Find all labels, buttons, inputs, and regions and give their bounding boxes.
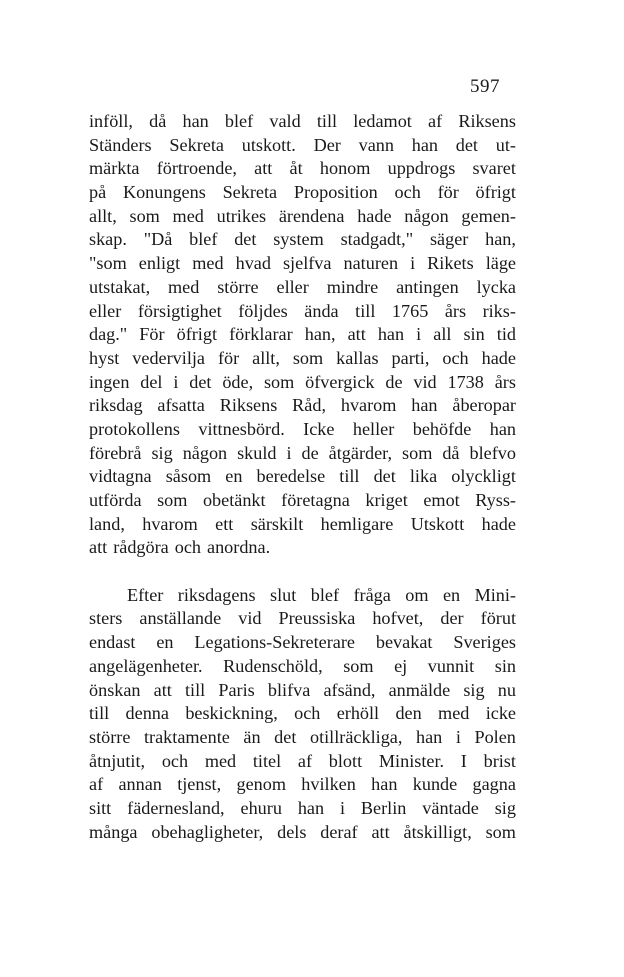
text-line [89,750,516,774]
word: och [161,750,189,771]
word: 1738 [447,371,484,392]
word: åt [289,158,303,179]
word: slut [270,584,297,605]
word: Riksens [458,111,516,131]
word: en [225,466,243,487]
word: annan [118,774,162,795]
word: denna [125,703,169,724]
word: af [297,750,313,771]
word: hvilken [301,774,356,795]
word: med [168,276,200,297]
text-line [89,347,516,371]
word: en [156,632,174,653]
word: stadgadt," [340,229,414,250]
word: att [254,158,273,179]
word: många [89,821,138,842]
word: Paris [218,679,255,700]
word: som [343,655,374,676]
word: utrikes [216,205,267,226]
word: obetänkt [202,490,266,510]
word: af [89,774,104,795]
word: åtgärder, [328,442,393,463]
text-line [89,110,516,134]
text-line [89,821,516,845]
word: öfvergick [305,371,375,392]
word: det [234,229,257,250]
word: öfrigt [176,324,218,345]
word: uppdrogs [387,158,456,179]
word: blifva [267,679,311,700]
text-line [89,418,516,442]
word: då [149,111,167,131]
word: fädernesland, [127,797,225,818]
word: sters [89,608,123,629]
word: olyckligt [451,466,516,487]
word: vunnit [427,655,475,676]
word: blef [224,111,254,131]
word: dag." [89,324,128,345]
word: Minister. [378,750,445,771]
word: den [395,703,422,724]
word: då [442,442,460,463]
word: i [410,253,416,274]
word: traktamente [144,726,230,747]
word: riks- [482,300,516,321]
word: om [405,584,429,605]
word: heller [352,418,395,439]
word: Der [313,134,341,155]
word: blef [310,584,340,605]
word: ett [215,513,234,534]
text-line [89,323,516,347]
word: större [89,726,131,747]
word: beredelse [256,466,326,487]
word: gemen- [461,205,516,226]
word: anordna. [207,537,271,558]
word: önskan [89,679,141,700]
text-line [89,228,516,252]
word: Utskott [410,513,465,534]
word: väntade [422,797,479,818]
word: förtroende, [156,158,237,179]
word: som [485,821,516,842]
word: 1765 [391,300,429,321]
word: han [371,774,398,795]
word: såsom [165,466,212,487]
word: Riksens [219,395,278,416]
word: till [355,300,376,321]
word: utstakat, [89,276,151,297]
word: ledamot [353,111,412,131]
word: att [153,679,172,700]
word: tid [496,324,516,345]
word: gagna [472,774,516,795]
word: kriget [365,490,408,510]
word: för [437,182,459,203]
word: förebrå [89,442,142,463]
word: att [89,537,108,558]
word: det [455,134,478,155]
word: Rikets [427,253,474,274]
word: ärendena [278,205,345,226]
word: hofvet, [372,608,424,629]
word: att [371,821,390,842]
word: företagna [281,490,350,510]
word: han [489,418,516,439]
text-line [89,536,516,560]
word: I [460,750,467,771]
text-line [89,157,516,181]
word: otillräckliga, [309,726,403,747]
word: de [385,371,403,392]
word: ut- [495,134,516,155]
word: Mini- [474,584,516,605]
word: vid [238,608,262,629]
word: Berlin [360,797,407,818]
word: afsänd, [323,679,376,700]
word: åtnjutit, [89,750,146,771]
word: förklarar [229,324,293,345]
word: hemligare [320,513,394,534]
word: i [455,726,461,747]
word: behöfde [412,418,472,439]
word: svaret [472,158,516,179]
word: hvarom [340,395,397,416]
word: till [89,703,110,724]
word: det [373,466,396,487]
word: någon [404,205,449,226]
paragraph-gap [89,560,516,584]
word: vald [269,111,301,131]
text-line [89,134,516,158]
word: för [217,347,240,368]
word: all [433,324,452,345]
word: eller [89,300,122,321]
word: ej [394,655,408,676]
word: han, [304,324,336,345]
word: det [274,726,297,747]
word: hade [481,513,516,534]
word: del [140,371,163,392]
word: i [416,324,422,345]
word: Icke [303,418,335,439]
word: sin [494,655,516,676]
word: allt, [89,205,117,226]
word: hvad [235,253,271,274]
word: i [173,371,179,392]
word: vann [358,134,394,155]
word: läge [485,253,516,274]
word: vid [413,371,437,392]
word: Sekreta [169,134,224,155]
word: någon [182,442,228,463]
body-text [89,110,516,844]
text-line [89,489,516,513]
page-number: 597 [470,76,500,97]
word: skuld [237,442,277,463]
word: lika [409,466,438,487]
text-line [89,797,516,821]
word: blefvo [469,442,516,463]
word: brist [483,750,516,771]
word: års [494,371,516,392]
word: sig [494,797,516,818]
text-line [89,679,516,703]
word: och [174,537,201,558]
word: Efter [127,584,164,605]
word: att [347,324,366,345]
word: fråga [353,584,391,605]
word: Rudenschöld, [223,655,323,676]
word: Råd, [292,395,327,416]
word: afsatta [157,395,205,416]
word: utskott. [241,134,296,155]
word: ingen [89,371,130,392]
word: parti, [391,347,430,368]
word: system [273,229,324,250]
word: endast [89,632,136,653]
word: han, [485,229,516,250]
text-line [89,655,516,679]
word: större [217,276,259,297]
word: han [411,395,438,416]
word: följdes [238,300,288,321]
text-line [89,513,516,537]
word: de [301,442,319,463]
word: Ständers [89,134,152,155]
word: dels [277,821,307,842]
word: icke [485,703,516,724]
word: tjenst, [177,774,222,795]
word: med [438,703,470,724]
word: anmälde [388,679,451,700]
word: han [415,726,443,747]
word: angelägenheter. [89,655,203,676]
word: utförda [89,490,142,510]
word: som [402,442,433,463]
word: blott [328,750,363,771]
word: som [129,205,160,226]
text-line [89,300,516,324]
word: eller [276,276,309,297]
word: vidtagna [89,466,152,487]
text-line [89,607,516,631]
word: sjelfva [282,253,332,274]
word: märkta [89,158,140,179]
word: ehuru [240,797,282,818]
word: hade [357,205,392,226]
text-line [89,371,516,395]
word: års [444,300,467,321]
word: ända [304,300,339,321]
word: riksdagens [177,584,256,605]
word: i [286,442,292,463]
word: en [442,584,461,605]
text-line [89,181,516,205]
word: beskickning, [185,703,278,724]
word: rådgöra [113,537,169,558]
text-line [89,631,516,655]
word: Polen [474,726,516,747]
word: anställande [139,608,222,629]
word: skap. [89,229,127,250]
word: försigtighet [137,300,222,321]
word: inföll, [89,111,133,131]
text-line [89,584,516,608]
word: land, [89,513,125,534]
word: sin [463,324,485,345]
word: förut [480,608,516,629]
word: der [440,608,464,629]
word: Konungens [122,182,206,203]
word: "som [89,253,127,274]
word: genom [236,774,286,795]
word: och [294,703,321,724]
word: och [394,182,421,203]
word: bevakat [375,632,433,653]
word: Sveriges [453,632,516,653]
word: titel [252,750,282,771]
word: obehagligheter, [151,821,264,842]
text-line [89,726,516,750]
word: honom [319,158,371,179]
word: han [182,111,209,131]
word: till [185,679,206,700]
word: blef [189,229,218,250]
word: åtskilligt, [403,821,472,842]
word: naturen [343,253,399,274]
word: kunde [412,774,458,795]
word: emot [423,490,460,510]
text-line [89,394,516,418]
word: än [243,726,261,747]
word: enligt [138,253,181,274]
text-line [89,252,516,276]
word: mindre [326,276,379,297]
text-line [89,276,516,300]
word: han [411,134,438,155]
text-line [89,773,516,797]
word: öde, [222,371,254,392]
word: af [428,111,443,131]
text-line [89,465,516,489]
text-line [89,442,516,466]
word: sitt [89,797,112,818]
word: sig [463,679,485,700]
word: säger [429,229,469,250]
text-line [89,205,516,229]
word: som [263,371,295,392]
word: "Då [143,229,173,250]
word: vittnesbörd. [198,418,285,439]
word: Proposition [293,182,378,203]
word: i [339,797,346,818]
word: med [192,253,224,274]
word: och [442,347,469,368]
word: Ryss- [475,490,516,510]
word: hade [481,347,516,368]
word: till [339,466,360,487]
word: på [89,182,107,203]
word: Legations-Sekreterare [194,632,355,653]
word: särskilt [250,513,304,534]
word: nu [497,679,516,700]
word: åberopar [452,395,516,416]
word: hvarom [142,513,198,534]
word: som [157,490,188,510]
word: riksdag [89,395,143,416]
word: det [189,371,212,392]
word: erhöll [336,703,380,724]
word: hyst [89,347,120,368]
word: För [139,324,165,345]
word: kallas [336,347,379,368]
word: som [292,347,324,368]
word: till [316,111,338,131]
word: med [172,205,204,226]
word: vedervilja [132,347,205,368]
word: öfrigt [475,182,516,203]
text-line [89,702,516,726]
word: antingen [396,276,459,297]
word: Preussiska [278,608,356,629]
word: lycka [476,276,516,297]
word: med [204,750,237,771]
word: Sekreta [222,182,278,203]
word: protokollens [89,418,180,439]
word: sig [151,442,173,463]
word: han [297,797,325,818]
word: allt, [252,347,280,368]
word: deraf [320,821,358,842]
word: han [377,324,405,345]
